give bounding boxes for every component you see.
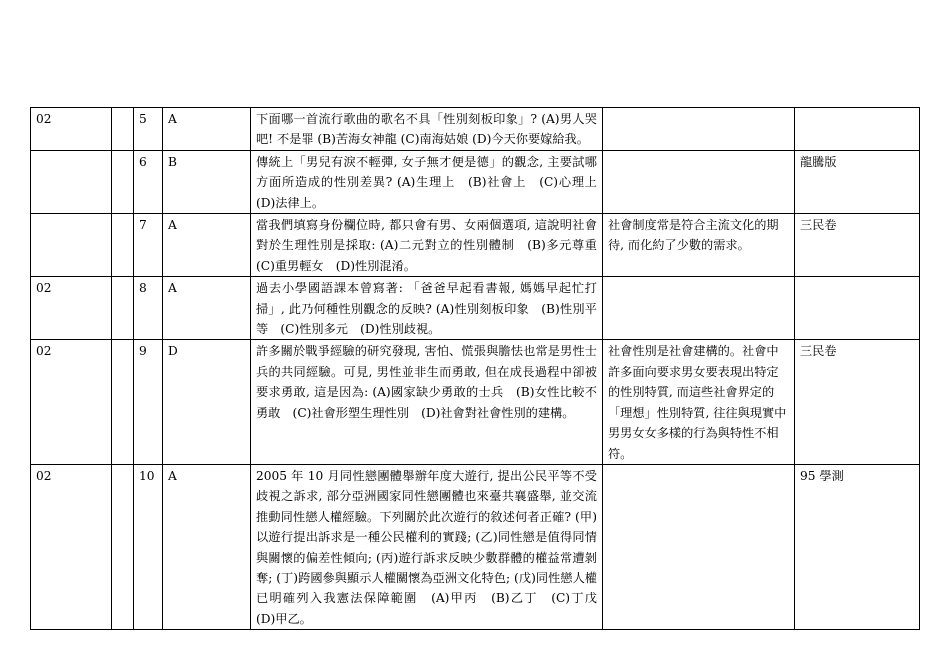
blank-cell [112,464,134,629]
explanation-cell [603,150,795,213]
explanation-cell: 社會性別是社會建構的。社會中許多面向要求男女要表現出特定的性別特質, 而這些社會界定的「理想」性別特質, 往往與現實中男男女女多樣的行為與特性不相符。 [603,340,795,464]
question-text-cell: 許多關於戰爭經驗的研究發現, 害怕、慌張與膽怯也常是男性士兵的共同經驗。可見, 男性並非生而勇敢, 但在成長過程中卻被要求勇敢, 這是因為: (A)國家缺少勇敢的士兵 (B)女性比較不勇敢 (C)社會形塑生理性別 (D)社會對社會性別的建構。 [251,340,603,464]
answer-cell: A [163,464,251,629]
explanation-cell [603,277,795,340]
table-row [31,108,920,151]
chapter-code-cell: 02 [31,277,112,340]
table-row [31,214,920,277]
source-cell [795,277,920,340]
explanation-cell [603,108,795,151]
answer-cell: A [163,277,251,340]
question-number-cell: 5 [134,108,163,151]
source-cell: 95 學測 [795,464,920,629]
source-cell: 三民卷 [795,340,920,464]
question-number-cell: 6 [134,150,163,213]
blank-cell [112,150,134,213]
table-row [31,277,920,340]
blank-cell [112,214,134,277]
table-row [31,150,920,213]
blank-cell [112,340,134,464]
question-number-cell: 10 [134,464,163,629]
answer-cell: D [163,340,251,464]
question-number-cell: 9 [134,340,163,464]
table-row [31,340,920,464]
question-table [30,107,920,630]
question-number-cell: 7 [134,214,163,277]
table-body [31,108,920,630]
explanation-cell: 社會制度常是符合主流文化的期待, 而化約了少數的需求。 [603,214,795,277]
chapter-code-cell [31,214,112,277]
question-text-cell: 2005 年 10 月同性戀團體舉辦年度大遊行, 提出公民平等不受歧視之訴求, 部分亞洲國家同性戀團體也來臺共襄盛舉, 並交流推動同性戀人權經驗。下列關於此次遊行的敘述何者正確? (甲)以遊行提出訴求是一種公民權利的實踐; (乙)同性戀是值得同情與關懷的偏差性傾向; (丙)遊行訴求反映少數群體的權益常遭剝奪; (丁)跨國參與顯示人權關懷為亞洲文化特色; (戊)同性戀人權已明確列入我憲法保障範圍 (A)甲丙 (B)乙丁 (C)丁戊 (D)甲乙。 [251,464,603,629]
chapter-code-cell: 02 [31,340,112,464]
answer-cell: A [163,108,251,151]
answer-cell: B [163,150,251,213]
question-text-cell: 下面哪一首流行歌曲的歌名不具「性別刻板印象」? (A)男人哭吧! 不是罪 (B)苦海女神龍 (C)南海姑娘 (D)今天你要嫁給我。 [251,108,603,151]
answer-cell: A [163,214,251,277]
question-text-cell: 當我們填寫身份欄位時, 都只會有男、女兩個選項, 這說明社會對於生理性別是採取: (A)二元對立的性別體制 (B)多元尊重 (C)重男輕女 (D)性別混淆。 [251,214,603,277]
blank-cell [112,277,134,340]
chapter-code-cell [31,150,112,213]
question-text-cell: 過去小學國語課本曾寫著: 「爸爸早起看書報, 媽媽早起忙打掃」, 此乃何種性別觀念的反映? (A)性別刻板印象 (B)性別平等 (C)性別多元 (D)性別歧視。 [251,277,603,340]
source-cell: 龍騰版 [795,150,920,213]
table-row [31,464,920,629]
question-text-cell: 傳統上「男兒有淚不輕彈, 女子無才便是德」的觀念, 主要試哪方面所造成的性別差異? (A)生理上 (B)社會上 (C)心理上 (D)法律上。 [251,150,603,213]
chapter-code-cell: 02 [31,464,112,629]
blank-cell [112,108,134,151]
question-number-cell: 8 [134,277,163,340]
chapter-code-cell: 02 [31,108,112,151]
explanation-cell [603,464,795,629]
source-cell [795,108,920,151]
source-cell: 三民卷 [795,214,920,277]
